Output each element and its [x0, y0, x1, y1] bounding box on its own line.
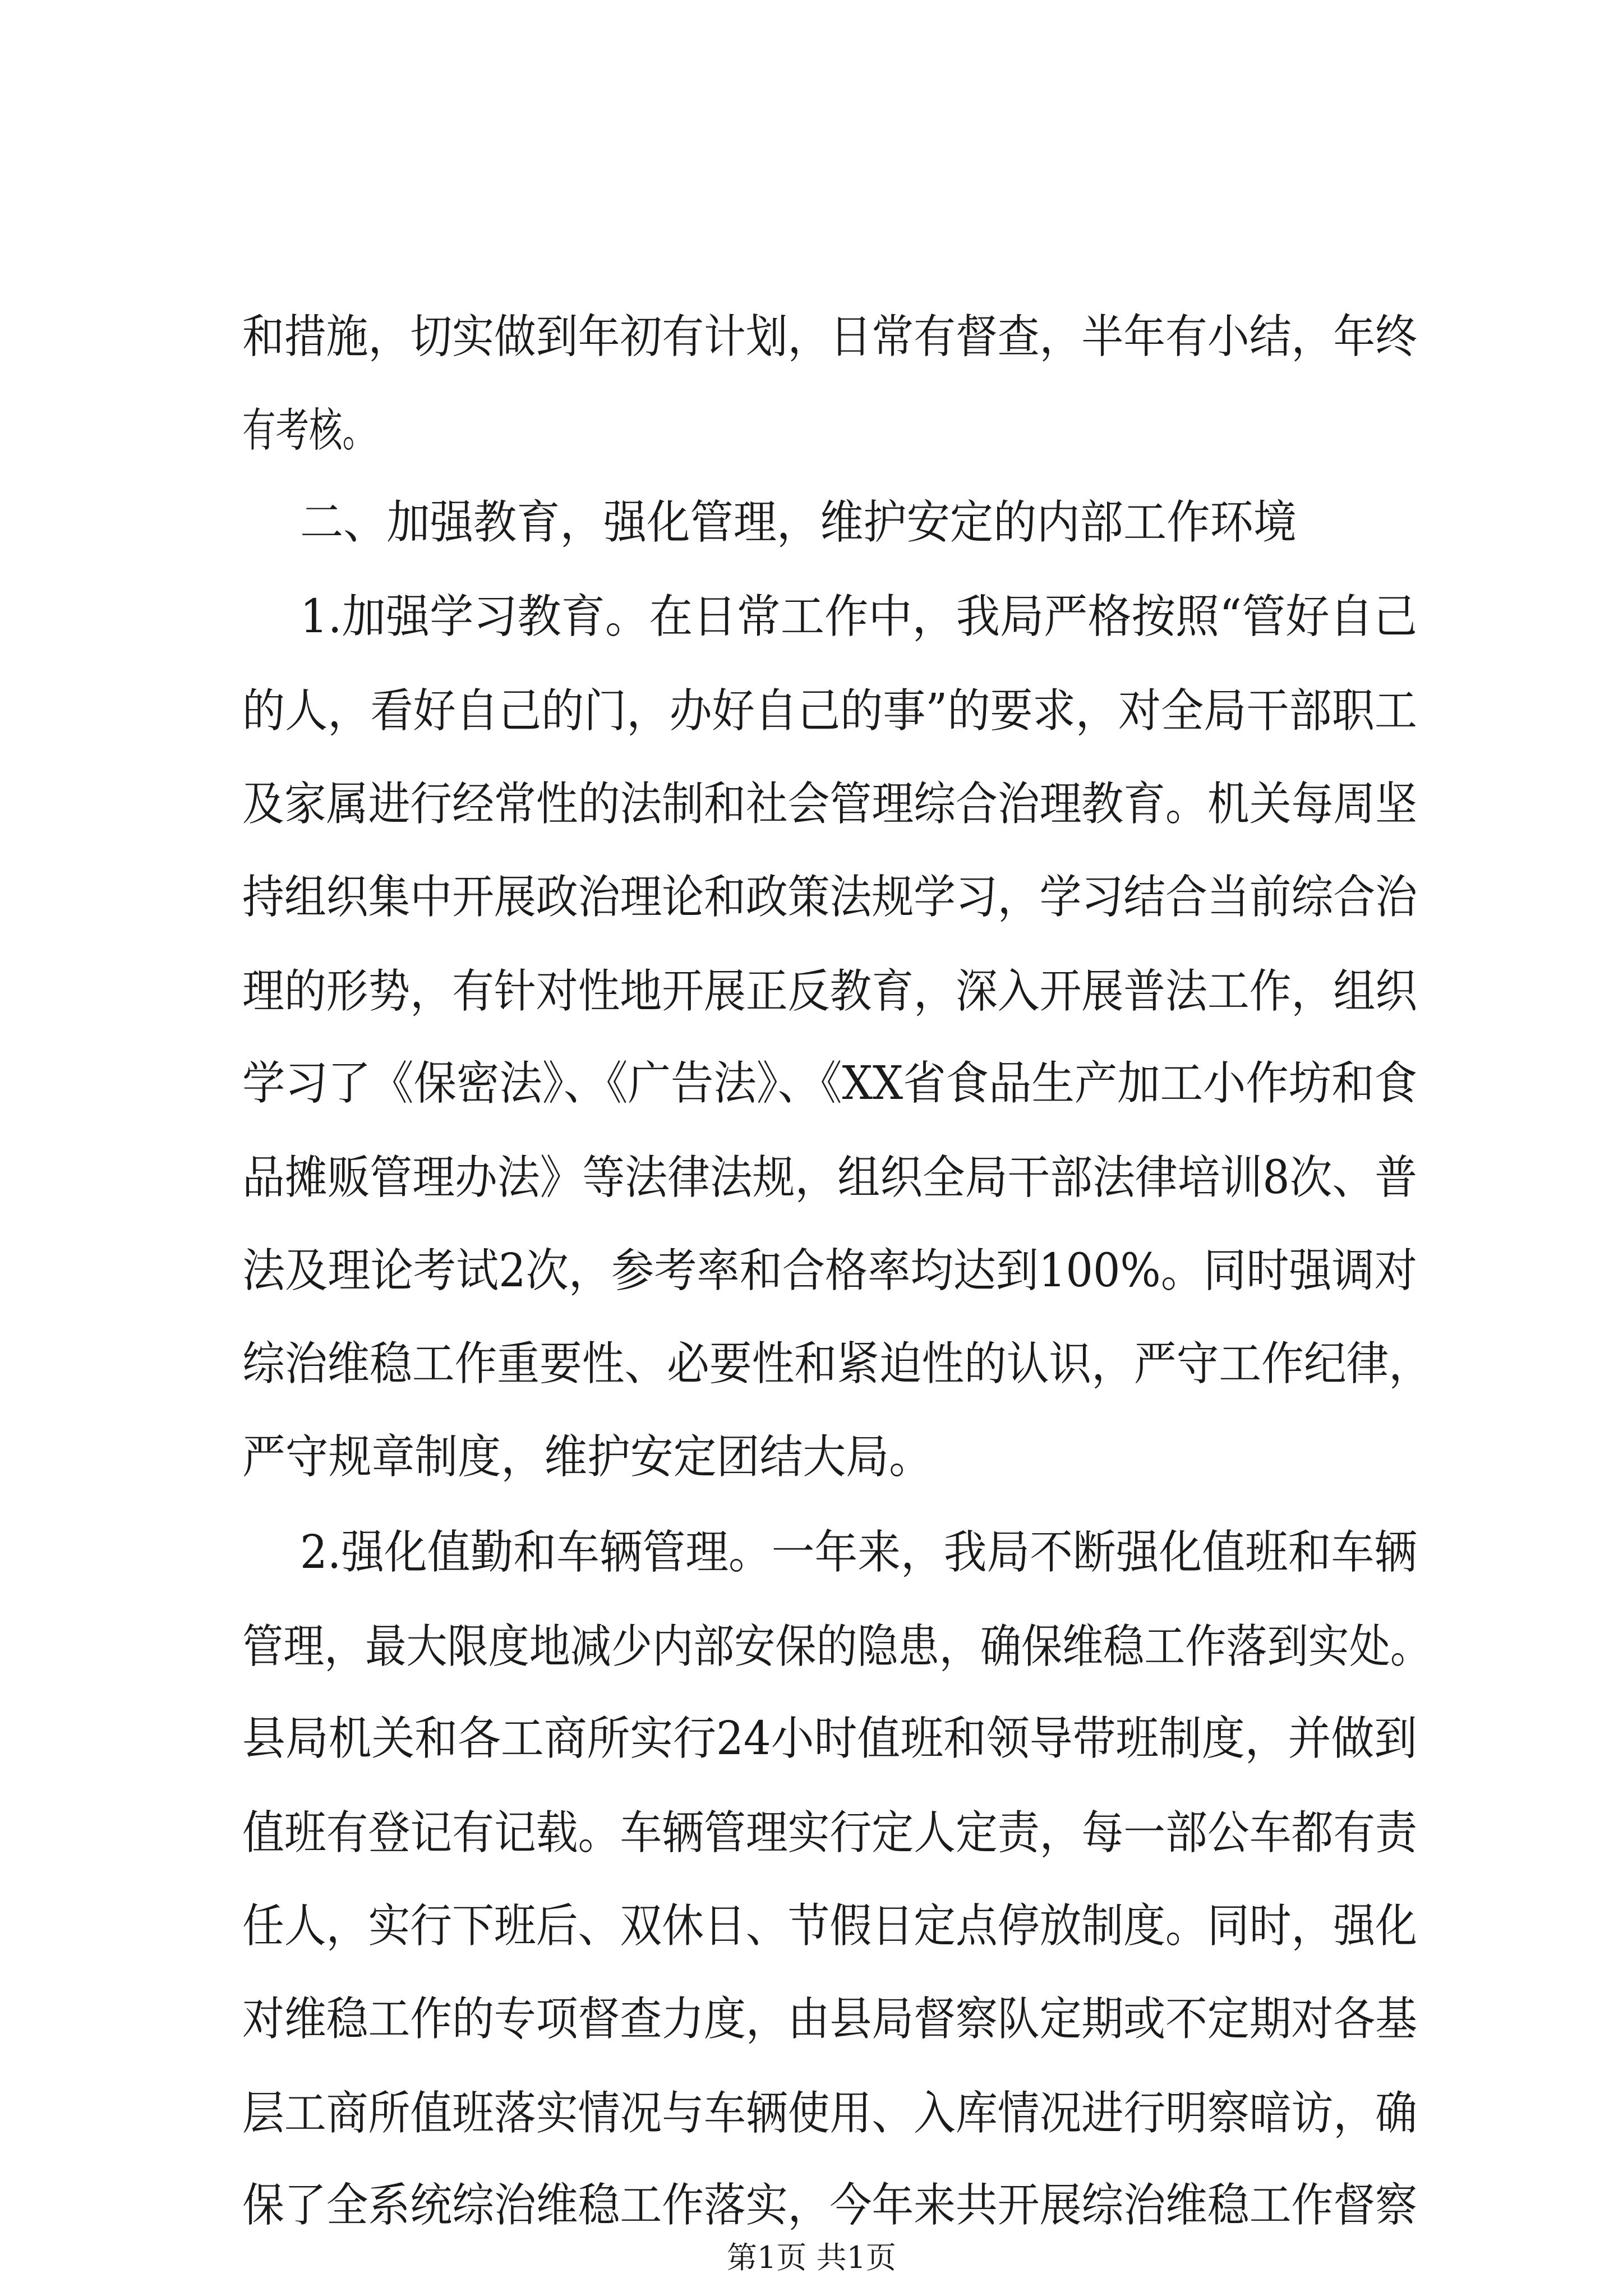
text-line: [0, 1613, 1623, 1681]
text-line-content: 1.加强学习教育。在日常工作中，我局严格按照“管好自己: [300, 590, 1417, 643]
text-line-content: 2.强化值勤和车辆管理。一年来，我局不断强化值班和车辆: [300, 1526, 1417, 1579]
text-line-content: 及家属进行经常性的法制和社会管理综合治理教育。机关每周坚: [242, 777, 1417, 831]
text-line-content: 持组织集中开展政治理论和政策法规学习，学习结合当前综合治: [242, 871, 1417, 924]
text-line-content: 和措施，切实做到年初有计划，日常有督查，半年有小结，年终: [242, 310, 1417, 364]
text-line: [0, 1237, 1623, 1305]
text-line-content: 有考核。: [242, 404, 376, 457]
text-line: [0, 397, 1623, 464]
text-line-content: 理的形势，有针对性地开展正反教育，深入开展普法工作，组织: [242, 965, 1417, 1018]
text-line-content: 严守规章制度，维护安定团结大局。: [242, 1430, 932, 1484]
text-line: [0, 1705, 1623, 1773]
text-line: [0, 958, 1623, 1025]
text-line-content: 管理，最大限度地减少内部安保的隐患，确保维稳工作落到实处。: [242, 1620, 1431, 1673]
text-line: [0, 583, 1623, 651]
text-line: [0, 2172, 1623, 2239]
text-line-content: 品摊贩管理办法》等法律法规，组织全局干部法律培训8次、普: [242, 1151, 1417, 1204]
text-line-content: 值班有登记有记载。车辆管理实行定人定责，每一部公车都有责: [242, 1806, 1417, 1860]
text-line-content: 任人，实行下班后、双休日、节假日定点停放制度。同时，强化: [242, 1899, 1417, 1953]
text-line: [0, 678, 1623, 745]
text-line: [0, 1800, 1623, 1867]
text-line-content: 的人，看好自己的门，办好自己的事”的要求，对全局干部职工: [242, 684, 1417, 738]
text-line-content: 法及理论考试2次，参考率和合格率均达到100%。同时强调对: [242, 1244, 1417, 1297]
section-heading: [0, 489, 1623, 556]
text-line: [0, 1331, 1623, 1398]
text-line: [0, 2080, 1623, 2147]
text-line: [0, 1424, 1623, 1491]
page-footer: [0, 2238, 1623, 2277]
text-line: [0, 1144, 1623, 1212]
text-line: [0, 771, 1623, 838]
text-line: [0, 1519, 1623, 1586]
section-heading-text: 二、加强教育，强化管理，维护安定的内部工作环境: [300, 496, 1297, 549]
text-line-content: 层工商所值班落实情况与车辆使用、入库情况进行明察暗访，确: [242, 2087, 1417, 2140]
text-line: [0, 1986, 1623, 2053]
text-line: [0, 1050, 1623, 1117]
text-line: [0, 303, 1623, 371]
text-line-content: 综治维稳工作重要性、必要性和紧迫性的认识，严守工作纪律，: [242, 1337, 1431, 1391]
text-line-content: 对维稳工作的专项督查力度，由县局督察队定期或不定期对各基: [242, 1993, 1417, 2046]
text-line: [0, 864, 1623, 931]
page-number-label: 第1页 共1页: [727, 2240, 896, 2275]
text-line-content: 学习了《保密法》、《广告法》、《XX省食品生产加工小作坊和食: [242, 1057, 1417, 1110]
text-line-content: 县局机关和各工商所实行24小时值班和领导带班制度，并做到: [242, 1712, 1417, 1765]
text-line-content: 保了全系统综治维稳工作落实，今年来共开展综治维稳工作督察: [242, 2179, 1417, 2232]
text-line: [0, 1893, 1623, 1960]
